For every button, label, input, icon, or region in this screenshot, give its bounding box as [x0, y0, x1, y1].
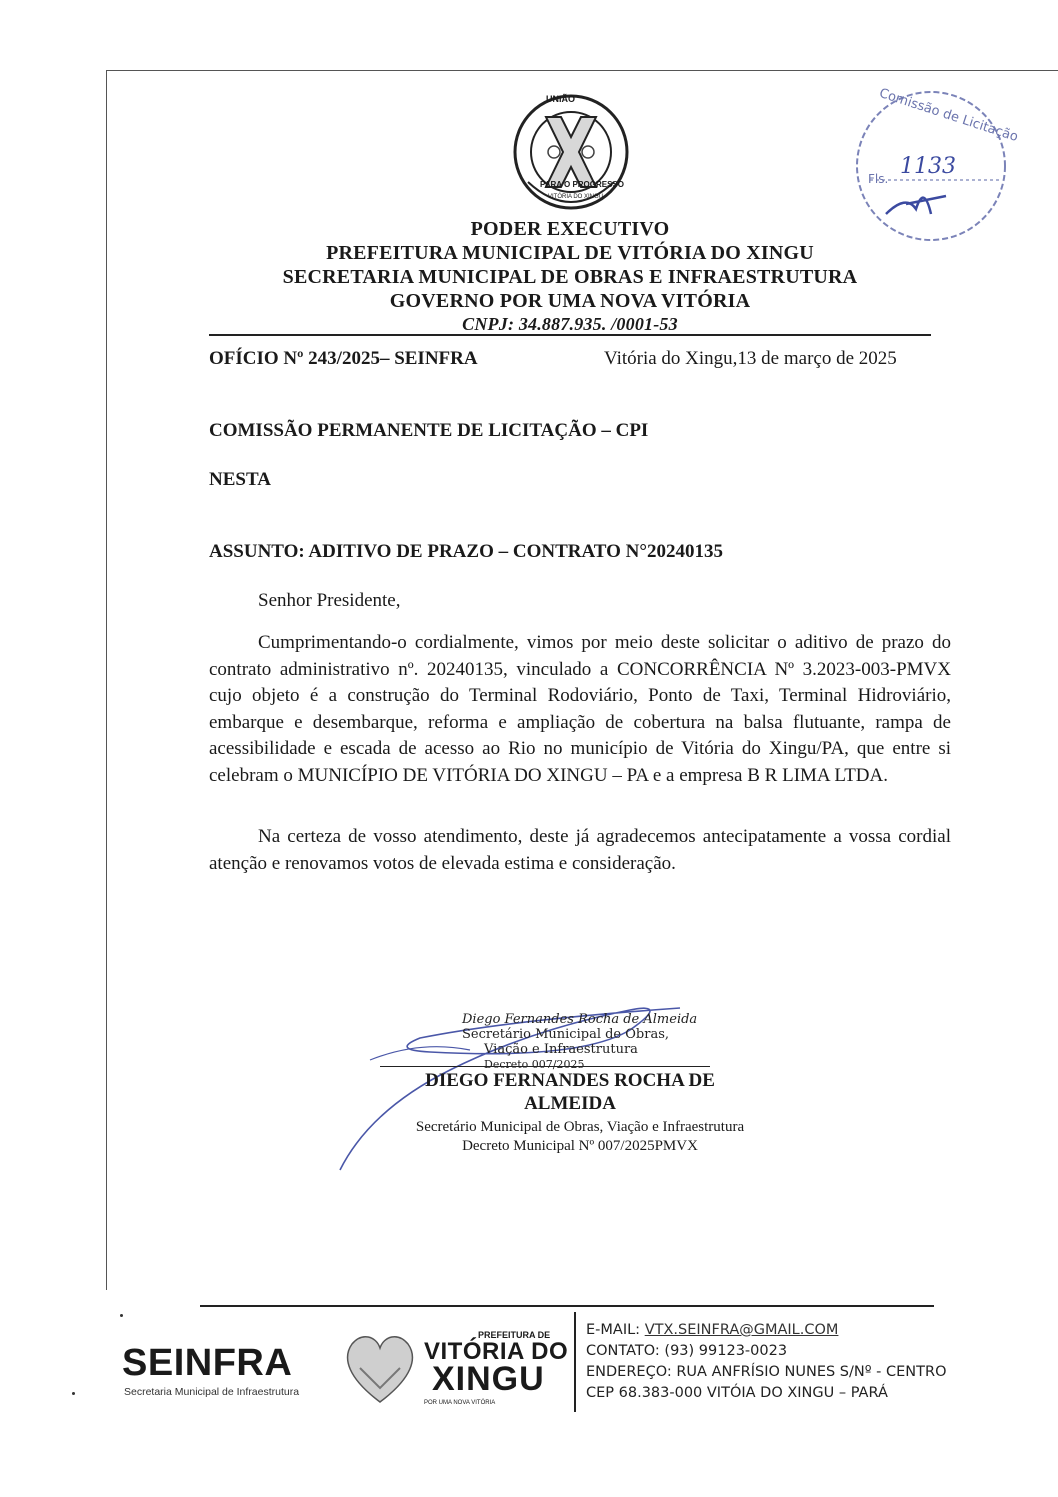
recipient-line-1: COMISSÃO PERMANENTE DE LICITAÇÃO – CPI — [209, 420, 649, 441]
signatory-decree: Decreto Municipal Nº 007/2025PMVX — [462, 1138, 698, 1154]
signature-rule — [380, 1066, 710, 1067]
signatory-role-title: Secretário Municipal de Obras, Viação e Infraestrutura — [415, 1119, 745, 1135]
letterhead-line-4: GOVERNO POR UMA NOVA VITÓRIA — [389, 290, 751, 312]
header-rule — [209, 334, 931, 336]
recipient-line-2: NESTA — [209, 469, 271, 490]
emblem-caption: VITÓRIA DO XINGU — [548, 194, 604, 200]
scan-speck — [120, 1314, 123, 1317]
vx-vitoria-label: VITÓRIA DO — [424, 1338, 569, 1365]
footer-contact — [586, 1320, 947, 1404]
vx-xingu-label: XINGU — [432, 1360, 545, 1398]
email-link[interactable]: VTX.SEINFRA@GMAIL.COM — [644, 1322, 839, 1338]
seinfra-subtitle: Secretaria Municipal de Infraestrutura — [124, 1386, 300, 1398]
heart-logo-icon — [338, 1328, 422, 1408]
emblem-caption: UNIÃO — [546, 94, 575, 104]
signature-stamp-name: Diego Fernandes Rocha de Almeida — [462, 1012, 698, 1027]
stamp-fls-label: Fls. — [868, 172, 889, 186]
salutation: Senhor Presidente, — [258, 590, 401, 611]
subject-line: ASSUNTO: ADITIVO DE PRAZO – CONTRATO N°20240135 — [209, 541, 723, 562]
stamp-fls-number: 1133 — [900, 154, 956, 179]
signatory-name — [400, 1069, 740, 1115]
signature-stamp-role-2: Viação e Infraestrutura — [484, 1042, 638, 1057]
vx-prefeitura-label: PREFEITURA DE — [478, 1330, 551, 1340]
footer-address: ENDEREÇO: RUA ANFRÍSIO NUNES S/Nº - CENTRO — [586, 1364, 947, 1380]
body-paragraph-1: Cumprimentando-o cordialmente, vimos por meio deste solicitar o aditivo de prazo do contrato administrativo nº. 20240135, vinculado a CONCORRÊNCIA Nº 3.2023-003-PMVX cujo objeto é a construção do Terminal Rodoviário, Ponto de Taxi, Terminal Hidroviário, embarque e desembarque, reforma e ampliação de cobertura na balsa flutuante, rampa de acessibilidade e escada de acesso ao Rio no município de Vitória do Xingu/PA, que entre si celebram o MUNICÍPIO DE VITÓRIA DO XINGU – PA e a empresa B R LIMA LTDA. — [209, 632, 951, 786]
signature-stamp-role-1: Secretário Municipal de Obras, — [462, 1027, 670, 1042]
letterhead-line-2: PREFEITURA MUNICIPAL DE VITÓRIA DO XINGU — [326, 242, 814, 264]
email-label: E-MAIL: — [586, 1322, 645, 1338]
footer-cep: CEP 68.383-000 VITÓIA DO XINGU – PARÁ — [586, 1385, 888, 1401]
page-border-top — [106, 70, 1058, 71]
signatory-name-line-1: DIEGO FERNANDES ROCHA DE — [425, 1070, 715, 1091]
signatory-name-line-2: ALMEIDA — [524, 1093, 616, 1114]
page-border-left — [106, 70, 107, 1290]
signature-stamp-decree: Decreto 007/2025 — [484, 1058, 585, 1071]
footer-divider — [574, 1312, 576, 1412]
vx-slogan: POR UMA NOVA VITÓRIA — [424, 1400, 496, 1406]
stamp-ring-text: Comissão de Licitação — [877, 85, 1020, 146]
seinfra-logo: SEINFRA — [122, 1342, 293, 1384]
footer-rule — [200, 1305, 934, 1307]
letterhead-cnpj: CNPJ: 34.887.935. /0001-53 — [462, 314, 678, 334]
signature-stamp — [462, 1012, 697, 1072]
letterhead-line-3: SECRETARIA MUNICIPAL DE OBRAS E INFRAESTRUTURA — [282, 266, 858, 288]
scan-speck — [72, 1392, 75, 1395]
letterhead-line-1: PODER EXECUTIVO — [470, 218, 670, 240]
vitoria-do-xingu-logo — [420, 1330, 570, 1410]
emblem-caption: PARA O PROGRESSO — [540, 180, 625, 189]
body-paragraph-2: Na certeza de vosso atendimento, deste já agradecemos antecipatamente a vossa cordial atenção e renovamos votos de elevada estima e consideração. — [209, 826, 951, 874]
oficio-number: OFÍCIO Nº 243/2025– SEINFRA — [209, 348, 478, 369]
signatory-role — [380, 1118, 780, 1156]
footer-phone: CONTATO: (93) 99123-0023 — [586, 1343, 788, 1359]
footer-email-line — [586, 1320, 947, 1341]
letter-date: Vitória do Xingu,13 de março de 2025 — [604, 348, 897, 369]
